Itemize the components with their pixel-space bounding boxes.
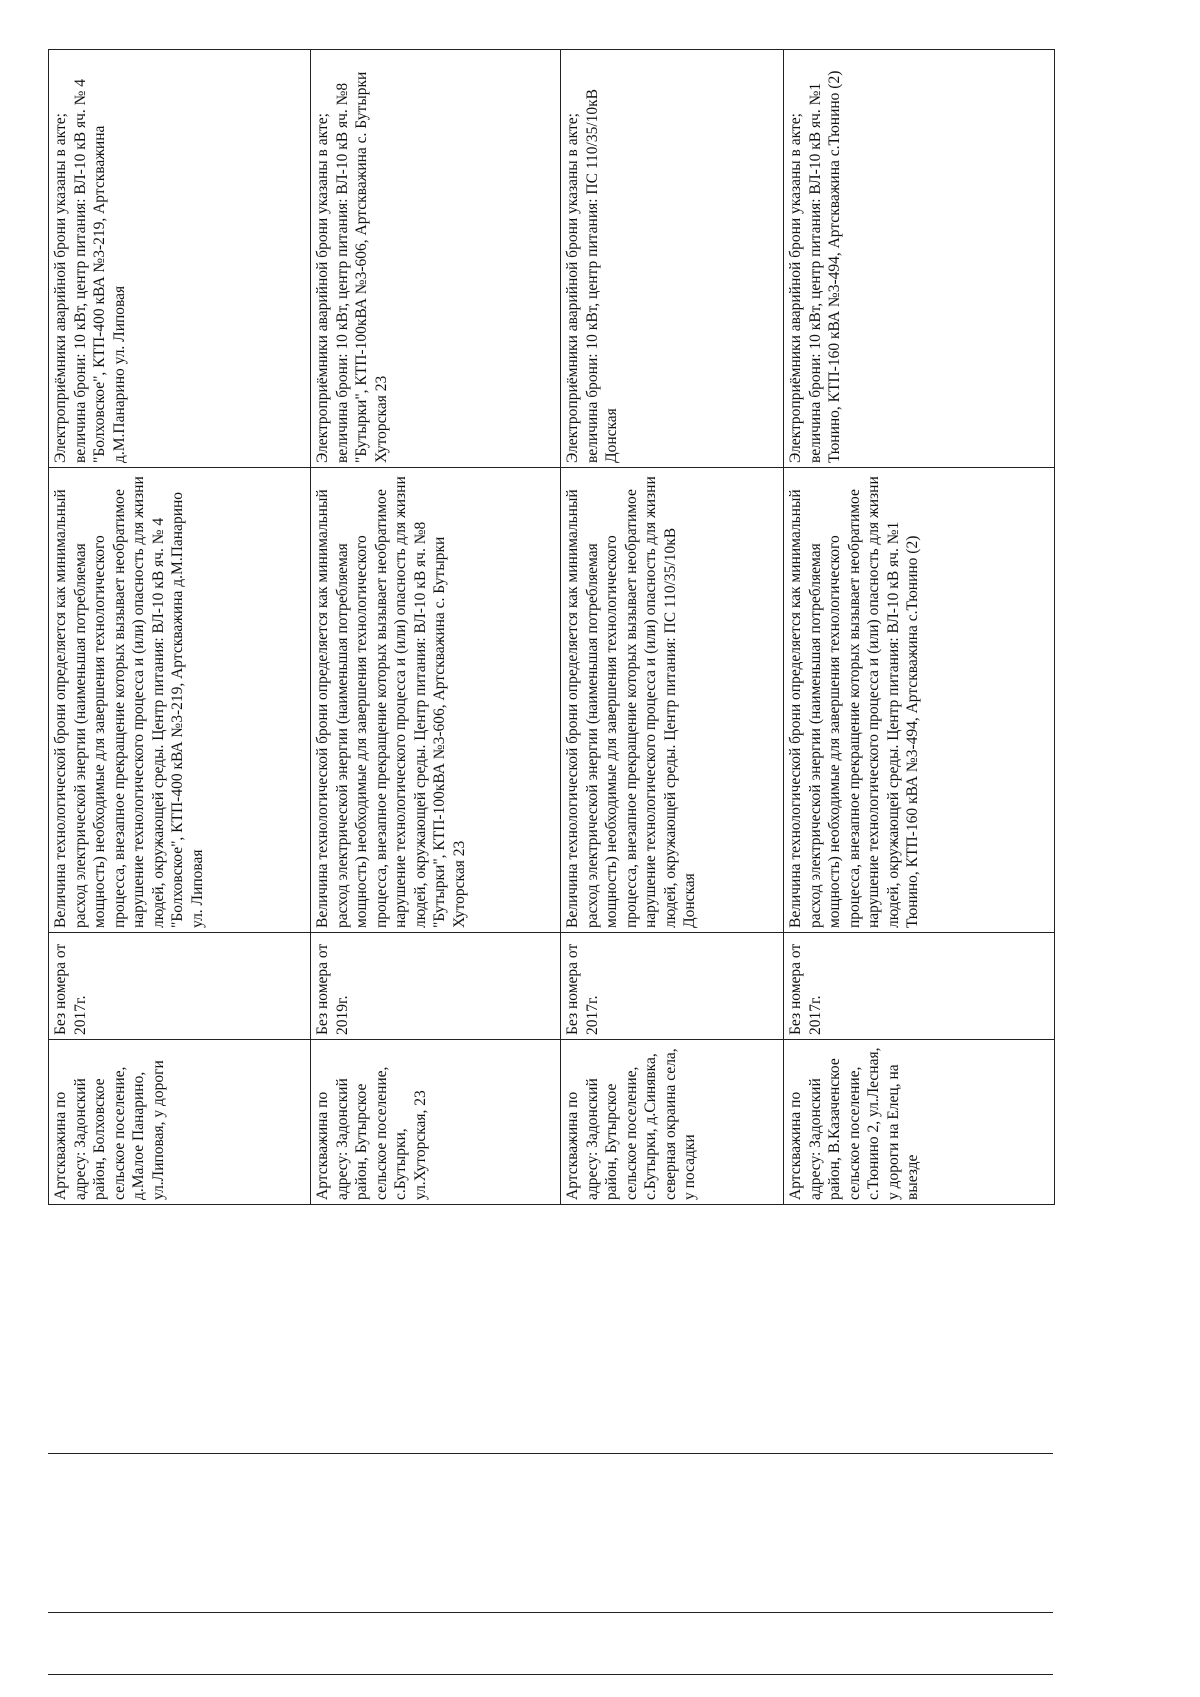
tech-reserve-cell: Величина технологической брони определяется как минимальный расход электрической энергии (наименьшая потребляемая мощность) необходимые для завершения технологического процесса, внезапное прекращение которых вызывает необратимое нарушение технологического процесса и (или) опасность для жизни людей, окружающей среды. Центр питания: ПС 110/35/10кВ Донская: [561, 468, 784, 933]
act-cell: Без номера от 2019г.: [311, 933, 561, 1040]
emergency-reserve-cell: Электроприёмники аварийной брони указаны в акте; величина брони: 10 кВт, центр питания: ВЛ-10 кВ яч. № 4 "Болховское", КТП-400 кВА №3-219, Артскважина д.М.Панарино ул. Липовая: [49, 50, 311, 468]
emergency-reserve-cell: Электроприёмники аварийной брони указаны в акте; величина брони: 10 кВт, центр питания: ВЛ-10 кВ яч. №8 "Бутырки", КТП-100кВА №3-606, Артскважина с. Бутырки Хуторская 23: [311, 50, 561, 468]
divider-line: [48, 1453, 1053, 1454]
address-cell: Артскважина по адресу: Задонский район, В.Казаченское сельское поселение, с.Тюнино 2, ул.Лесная, у дороги на Елец, на выезде: [784, 1040, 1055, 1205]
tech-reserve-cell: Величина технологической брони определяется как минимальный расход электрической энергии (наименьшая потребляемая мощность) необходимые для завершения технологического процесса, внезапное прекращение которых вызывает необратимое нарушение технологического процесса и (или) опасность для жизни людей, окружающей среды. Центр питания: ВЛ-10 кВ яч. №8 "Бутырки", КТП-100кВА №3-606, Артскважина с. Бутырки Хуторская 23: [311, 468, 561, 933]
divider-line: [48, 1612, 1053, 1613]
tech-reserve-cell: Величина технологической брони определяется как минимальный расход электрической энергии (наименьшая потребляемая мощность) необходимые для завершения технологического процесса, внезапное прекращение которых вызывает необратимое нарушение технологического процесса и (или) опасность для жизни людей, окружающей среды. Центр питания: ВЛ-10 кВ яч. № 4 "Болховское", КТП-400 кВА №3-219, Артскважина д.М.Панарино ул. Липовая: [49, 468, 311, 933]
divider-line: [48, 1674, 1053, 1675]
emergency-reserve-cell: Электроприёмники аварийной брони указаны в акте; величина брони: 10 кВт, центр питания: ПС 110/35/10кВ Донская: [561, 50, 784, 468]
table-row: [49, 50, 311, 1205]
act-cell: Без номера от 2017г.: [784, 933, 1055, 1040]
table-row: [561, 50, 784, 1205]
table-row: [311, 50, 561, 1205]
address-cell: Артскважина по адресу: Задонский район, Бутырское сельское поселение, с.Бутырки, д.Синявка, северная окраина села, у посадки: [561, 1040, 784, 1205]
address-cell: Артскважина по адресу: Задонский район, Бутырское сельское поселение, с.Бутырки, ул.Хуторская, 23: [311, 1040, 561, 1205]
act-cell: Без номера от 2017г.: [561, 933, 784, 1040]
power-reserve-table: [48, 49, 1055, 1205]
emergency-reserve-cell: Электроприёмники аварийной брони указаны в акте; величина брони: 10 кВт, центр питания: ВЛ-10 кВ яч. №1 Тюнино, КТП-160 кВА №3-494, Артскважина с.Тюнино (2): [784, 50, 1055, 468]
tech-reserve-cell: Величина технологической брони определяется как минимальный расход электрической энергии (наименьшая потребляемая мощность) необходимые для завершения технологического процесса, внезапное прекращение которых вызывает необратимое нарушение технологического процесса и (или) опасность для жизни людей, окружающей среды. Центр питания: ВЛ-10 кВ яч. №1 Тюнино, КТП-160 кВА №3-494, Артскважина с.Тюнино (2): [784, 468, 1055, 933]
table-row: [784, 50, 1055, 1205]
address-cell: Артскважина по адресу: Задонский район, Болховское сельское поселение, д.Малое Панарино, ул.Липовая, у дороги: [49, 1040, 311, 1205]
rotated-table-container: [48, 50, 1054, 1205]
act-cell: Без номера от 2017г.: [49, 933, 311, 1040]
